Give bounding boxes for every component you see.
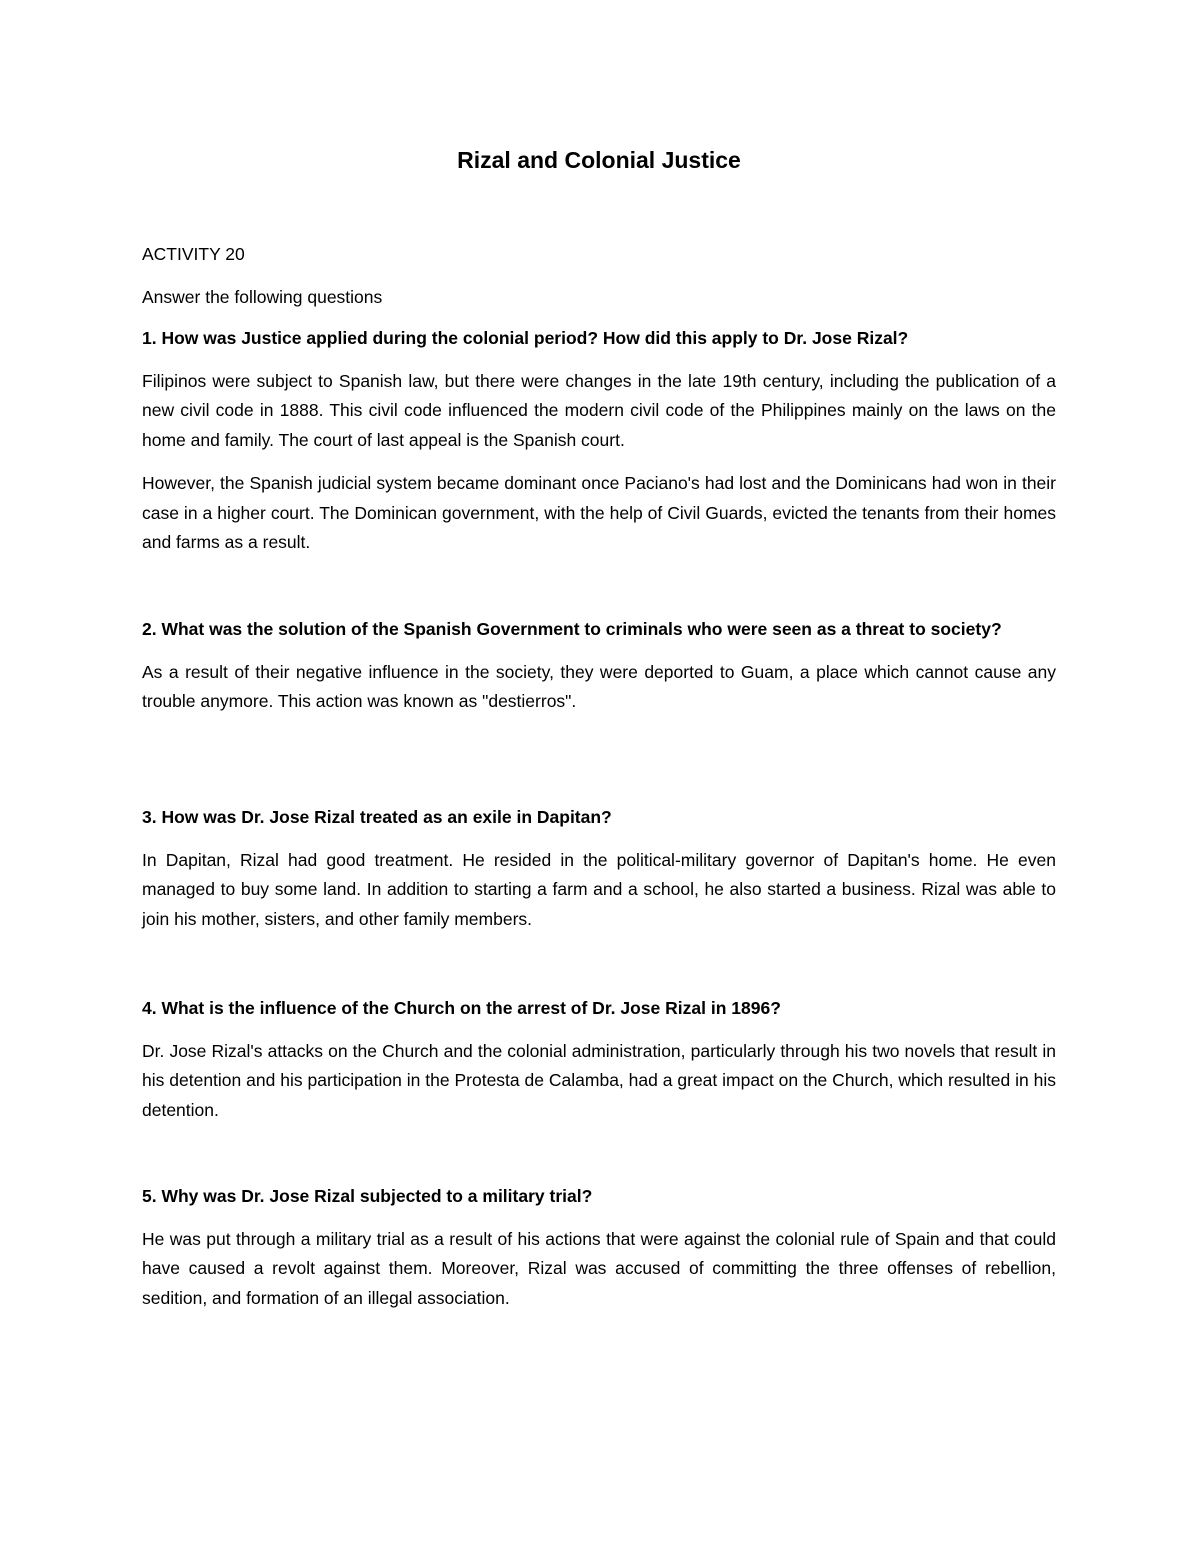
document-page [142,138,1056,1308]
question-5: 5. Why was Dr. Jose Rizal subjected to a military trial? [142,1186,593,1206]
answer-1-paragraph-1: Filipinos were subject to Spanish law, but there were changes in the late 19th century, including the publication of a new civil code in 1888. This civil code influenced the modern civil code of the Philippines mainly on the laws on the home and family. The court of last appeal is the Spanish court. [142,370,1056,450]
answer-2-paragraph-1: As a result of their negative influence in the society, they were deported to Guam, a place which cannot cause any trouble anymore. This action was known as "destierros". [142,661,1056,711]
answer-4-paragraph-1: Dr. Jose Rizal's attacks on the Church and the colonial administration, particularly through his two novels that result in his detention and his participation in the Protesta de Calamba, had a great impact on the Church, which resulted in his detention. [142,1040,1056,1120]
answer-1-paragraph-2: However, the Spanish judicial system became dominant once Paciano's had lost and the Dominicans had won in their case in a higher court. The Dominican government, with the help of Civil Guards, evicted the tenants from their homes and farms as a result. [142,473,1056,552]
question-block-2 [142,615,1056,717]
question-block-5 [142,1182,1056,1313]
activity-label: ACTIVITY 20 [142,244,245,264]
answer-5-paragraph-1: He was put through a military trial as a result of his actions that were against the colonial rule of Spain and that could have caused a revolt against them. Moreover, Rizal was accused of committing the three offenses of rebellion, sedition, and formation of an illegal association. [142,1228,1056,1308]
question-block-4 [142,994,1056,1125]
question-1: 1. How was Justice applied during the colonial period? How did this apply to Dr. Jose Rizal? [142,328,909,348]
question-4: 4. What is the influence of the Church on the arrest of Dr. Jose Rizal in 1896? [142,998,781,1018]
question-2: 2. What was the solution of the Spanish Government to criminals who were seen as a threat to society? [142,619,1002,639]
instruction-text: Answer the following questions [142,287,383,307]
question-3: 3. How was Dr. Jose Rizal treated as an exile in Dapitan? [142,807,612,827]
question-block-3 [142,803,1056,934]
question-block-1 [142,324,1056,558]
document-title: Rizal and Colonial Justice [457,147,741,173]
answer-3-paragraph-1: In Dapitan, Rizal had good treatment. He resided in the political-military governor of Dapitan's home. He even managed to buy some land. In addition to starting a farm and a school, he also started a business. Rizal was able to join his mother, sisters, and other family members. [142,849,1056,929]
